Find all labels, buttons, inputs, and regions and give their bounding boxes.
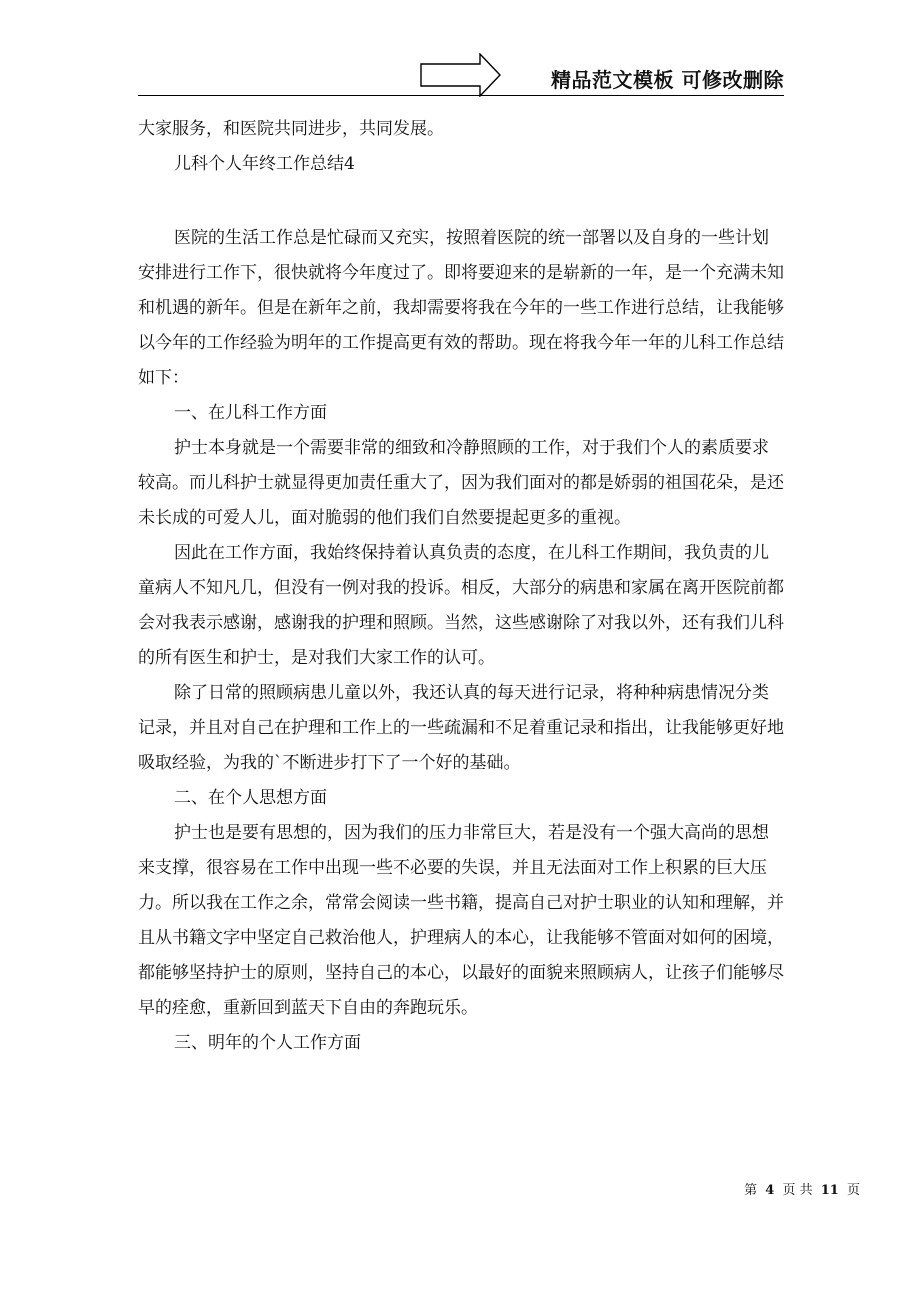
total-pages: 11: [820, 1183, 839, 1198]
arrow-right-icon: [420, 53, 502, 97]
document-body: [138, 112, 784, 1061]
lead-line: 大家服务，和医院共同进步，共同发展。: [138, 119, 444, 139]
page-suffix: 页: [846, 1183, 860, 1198]
header-title: 精品范文模板 可修改删除: [551, 68, 784, 92]
page-header: [138, 50, 784, 98]
document-title: 儿科个人年终工作总结4: [174, 154, 355, 174]
page-number: [744, 1179, 860, 1198]
spacer: [138, 182, 784, 221]
page-middle: 页 共: [782, 1183, 813, 1198]
header-divider: [138, 95, 784, 96]
paragraph: 因此在工作方面，我始终保持着认真负责的态度，在儿科工作期间，我负责的儿童病人不知凡几，但没有一例对我的投诉。相反，大部分的病患和家属在离开医院前都会对我表示感谢，感谢我的护理和照顾。当然，这些感谢除了对我以外，还有我们儿科的所有医生和护士，是对我们大家工作的认可。: [138, 543, 784, 668]
paragraph: 除了日常的照顾病患儿童以外，我还认真的每天进行记录，将种种病患情况分类记录，并且对自己在护理和工作上的一些疏漏和不足着重记录和指出，让我能够更好地吸取经验，为我的`不断进步打下了一个好的基础。: [138, 683, 784, 773]
paragraph: 护士本身就是一个需要非常的细致和冷静照顾的工作，对于我们个人的素质要求较高。而儿科护士就显得更加责任重大了，因为我们面对的都是娇弱的祖国花朵，是还未长成的可爱人儿，面对脆弱的他们我们自然要提起更多的重视。: [138, 438, 784, 528]
paragraph: 医院的生活工作总是忙碌而又充实，按照着医院的统一部署以及自身的一些计划安排进行工作下，很快就将今年度过了。即将要迎来的是崭新的一年，是一个充满未知和机遇的新年。但是在新年之前，我却需要将我在今年的一些工作进行总结，让我能够以今年的工作经验为明年的工作提高更有效的帮助。现在将我今年一年的儿科工作总结如下：: [138, 228, 784, 388]
section-heading: 一、在儿科工作方面: [174, 403, 327, 423]
section-heading: 三、明年的个人工作方面: [174, 1033, 361, 1053]
paragraph: 护士也是要有思想的，因为我们的压力非常巨大，若是没有一个强大高尚的思想来支撑，很容易在工作中出现一些不必要的失误，并且无法面对工作上积累的巨大压力。所以我在工作之余，常常会阅读一些书籍，提高自己对护士职业的认知和理解，并且从书籍文字中坚定自己救治他人，护理病人的本心，让我能够不管面对如何的困境，都能够坚持护士的原则，坚持自己的本心，以最好的面貌来照顾病人，让孩子们能够尽早的痊愈，重新回到蓝天下自由的奔跑玩乐。: [138, 823, 784, 1018]
section-heading: 二、在个人思想方面: [174, 788, 327, 808]
page-prefix: 第: [744, 1183, 758, 1198]
current-page: 4: [765, 1183, 775, 1198]
